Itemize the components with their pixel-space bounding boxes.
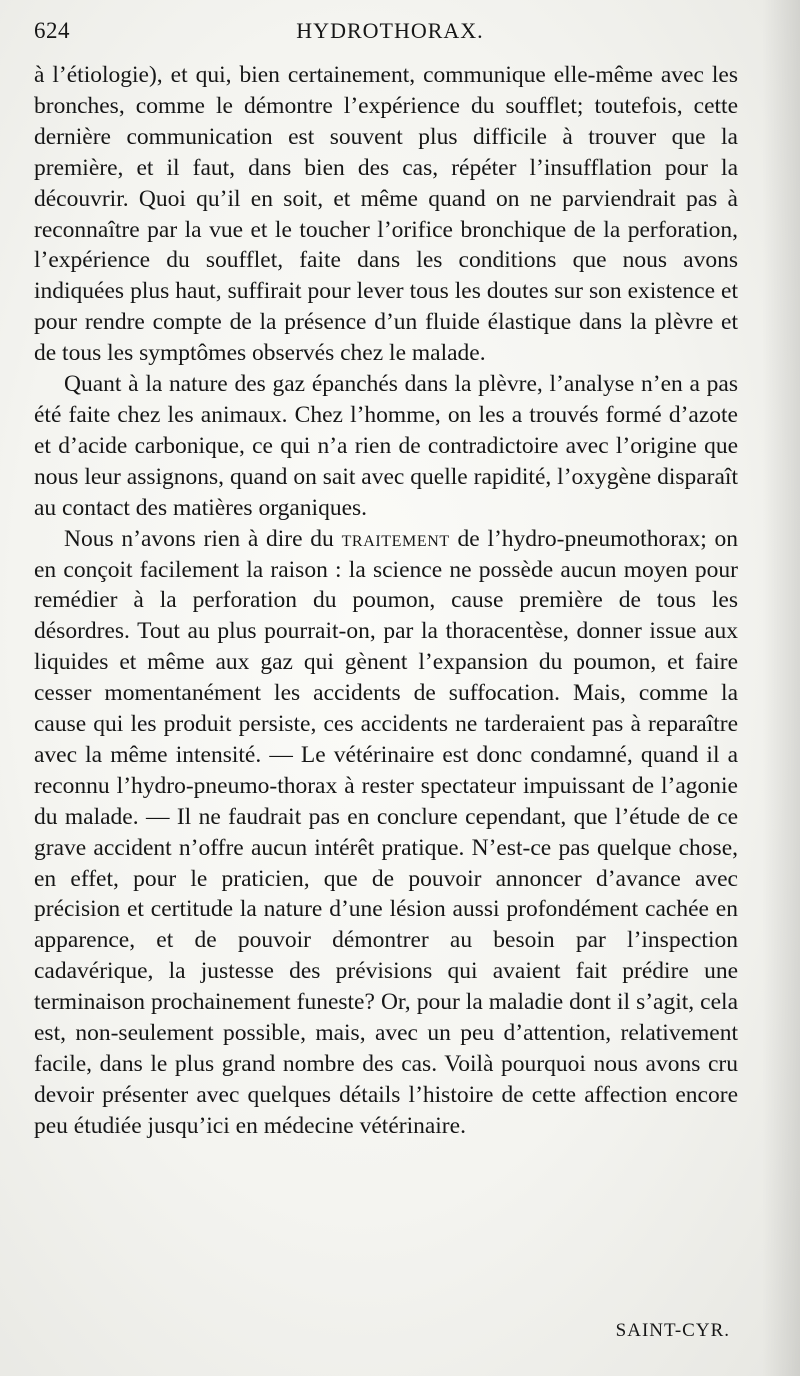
- running-head: HYDROTHORAX.: [296, 18, 484, 43]
- paragraph-text-start: Nous n’avons rien à dire du: [64, 525, 342, 552]
- paragraph: Quant à la nature des gaz épanchés dans la plèvre, l’analyse n’en a pas été faite chez les animaux. Chez l’homme, on les a trouvés formé d’azote et d’acide carbonique, ce qui n’a rien de contradictoire avec l’origine que nous leur assignons, quand on sait avec quelle rapidité, l’oxygène disparaît au contact des matières organiques.: [34, 371, 738, 521]
- smallcaps-term: traitement: [341, 525, 450, 552]
- page-number: 624: [34, 18, 70, 43]
- paragraph-text-rest: de l’hydro-pneumothorax; on en conçoit facilement la raison : la science ne possède aucun moyen pour remédier à la perforation du poumon, cause première de tous les désordres. Tout au plus pourrait-on, par la thoracentèse, donner issue aux liquides et même aux gaz qui gènent l’expansion du poumon, et faire cesser momentanément les accidents de suffocation. Mais, comme la cause qui les produit persiste, ces accidents ne tarderaient pas à reparaître avec la même intensité. — Le vétérinaire est donc condamné, quand il a reconnu l’hydro-pneumo-thorax à rester spectateur impuissant de l’agonie du malade. — Il ne faudrait pas en conclure cependant, que l’étude de ce grave accident n’offre aucun intérêt pratique. N’est-ce pas quelque chose, en effet, pour le praticien, que de pouvoir annoncer d’avance avec précision et certitude la nature d’une lésion aussi profondément cachée en apparence, et de pouvoir démontrer au besoin par l’inspection cadavérique, la justesse des prévisions qui avaient fait prédire une terminaison prochainement funeste? Or, pour la maladie dont il s’agit, cela est, non-seulement possible, mais, avec un peu d’attention, relativement facile, dans le plus grand nombre des cas. Voilà pourquoi nous avons cru devoir présenter avec quelques détails l’histoire de cette affection encore peu étudiée jusqu’ici en médecine vétérinaire.: [34, 525, 738, 1139]
- author-signature: SAINT-CYR.: [615, 1320, 730, 1341]
- page-header: [34, 18, 746, 50]
- body-text: [34, 60, 738, 1142]
- paragraph: [34, 524, 738, 1142]
- paragraph: à l’étiologie), et qui, bien certainement, communique elle-même avec les bronches, comme le démontre l’expérience du soufflet; toutefois, cette dernière communication est souvent plus difficile à trouver que la première, et il faut, dans bien des cas, répéter l’insufflation pour la découvrir. Quoi qu’il en soit, et même quand on ne parviendrait pas à reconnaître par la vue et le toucher l’orifice bronchique de la perforation, l’expérience du soufflet, faite dans les conditions que nous avons indiquées plus haut, suffirait pour lever tous les doutes sur son existence et pour rendre compte de la présence d’un fluide élastique dans la plèvre et de tous les symptômes observés chez le malade.: [34, 62, 738, 367]
- page-edge-shadow: [762, 0, 800, 1376]
